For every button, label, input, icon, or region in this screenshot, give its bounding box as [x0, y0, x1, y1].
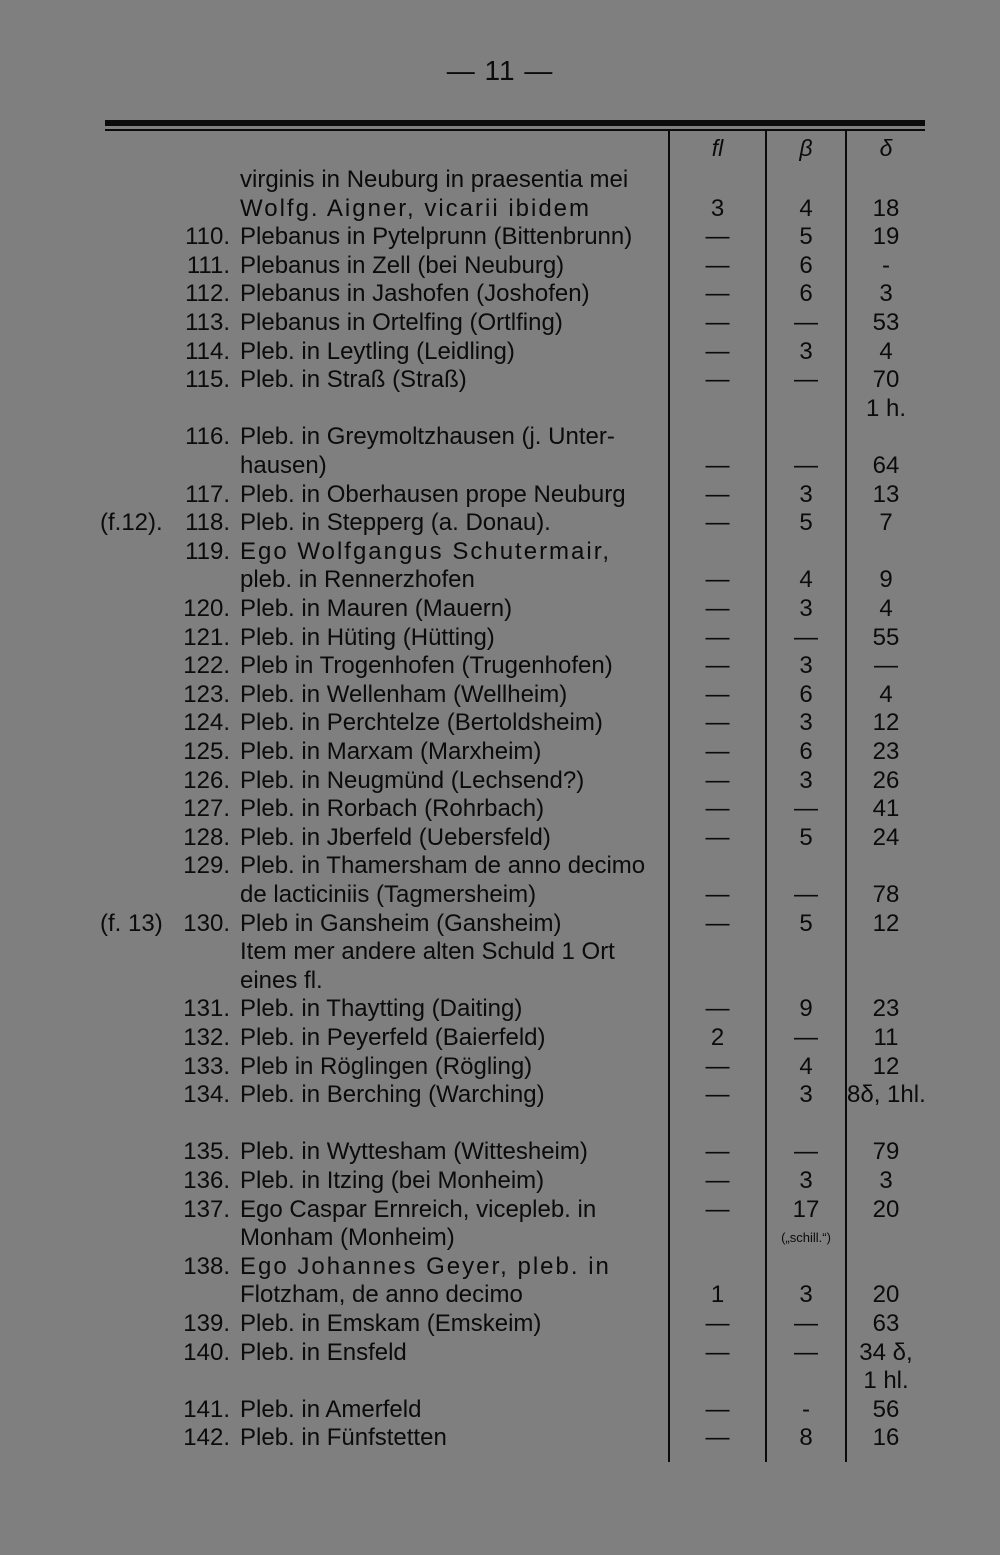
row-number: 142.	[183, 1424, 230, 1452]
value-s: 17	[792, 1195, 820, 1223]
ledger-row	[0, 565, 1000, 594]
row-number: 123.	[183, 680, 230, 708]
ledger-row	[0, 194, 1000, 223]
row-text: Item mer andere alten Schuld 1 Ort	[240, 938, 615, 966]
value-fl: —	[705, 251, 730, 279]
row-number: 111.	[186, 251, 230, 279]
row-text: Plebanus in Ortelfing (Ortlfing)	[240, 309, 563, 336]
ledger-row	[0, 708, 1000, 737]
value-fl: —	[705, 595, 730, 622]
value-s: —	[794, 1138, 818, 1166]
ledger-row	[0, 251, 1000, 280]
value-fl: —	[705, 309, 730, 336]
value-d: 12	[872, 909, 900, 937]
ledger-row	[0, 823, 1000, 852]
ledger-row	[0, 480, 1000, 509]
value-fl: —	[705, 509, 730, 537]
row-text: Pleb. in Jberfeld (Uebersfeld)	[240, 823, 551, 851]
value-d: 26	[872, 766, 900, 794]
value-fl: —	[705, 766, 730, 794]
row-number: 136.	[183, 1167, 230, 1194]
top-rule-thin	[105, 129, 925, 131]
value-d: 55	[872, 623, 900, 651]
value-s: („schill.“)	[781, 1230, 831, 1246]
row-text: Pleb. in Rorbach (Rohrbach)	[240, 795, 545, 823]
value-fl: —	[705, 1395, 730, 1423]
ledger-row	[0, 222, 1000, 251]
ledger-row	[0, 308, 1000, 337]
row-number: 120.	[183, 595, 230, 622]
value-d: 8δ, 1hl.	[847, 1081, 926, 1109]
value-d: 79	[872, 1138, 900, 1166]
row-number: 137.	[183, 1195, 230, 1223]
row-text: Pleb. in Marxam (Marxheim)	[240, 738, 542, 765]
value-s: —	[794, 366, 818, 394]
value-d: 56	[872, 1395, 900, 1423]
value-d: 20	[872, 1281, 900, 1309]
value-d: —	[874, 652, 898, 680]
row-text: Pleb. in Ensfeld	[240, 1338, 407, 1366]
row-text: Pleb. in Berching (Warching)	[240, 1081, 545, 1109]
ledger-row	[0, 451, 1000, 480]
value-fl: —	[705, 823, 730, 851]
value-d: 23	[872, 995, 900, 1023]
row-number: 122.	[183, 652, 230, 680]
ledger-row	[0, 594, 1000, 623]
row-number: 124.	[183, 709, 230, 737]
value-fl: —	[705, 452, 730, 479]
row-number: 117.	[185, 480, 230, 508]
row-number: 134.	[183, 1081, 230, 1109]
row-text: Wolfg. Aigner, vicarii ibidem	[240, 194, 592, 222]
ledger-row	[0, 851, 1000, 880]
row-text: Pleb. in Emskam (Emskeim)	[240, 1310, 542, 1337]
ledger-row	[0, 1137, 1000, 1166]
row-text: Pleb. in Wyttesham (Wittesheim)	[240, 1138, 588, 1166]
value-s: —	[794, 452, 818, 479]
row-number: 118.	[185, 509, 230, 537]
row-number: 135.	[183, 1138, 230, 1166]
value-s: —	[794, 881, 818, 908]
ledger-row	[0, 508, 1000, 537]
row-number: 133.	[183, 1052, 230, 1080]
ledger-row	[0, 1023, 1000, 1052]
value-d: 19	[872, 223, 900, 251]
column-header-fl: fl	[711, 135, 724, 161]
value-fl: —	[705, 1138, 730, 1166]
value-fl: —	[705, 366, 730, 394]
row-number: 126.	[183, 766, 230, 794]
value-d: -	[882, 251, 890, 279]
value-d: 13	[872, 480, 900, 508]
row-text: Pleb. in Greymoltzhausen (j. Unter-	[240, 423, 615, 451]
ledger-row	[0, 1166, 1000, 1195]
row-number: 114.	[185, 337, 230, 365]
ledger-row	[0, 937, 1000, 966]
row-number: 110.	[185, 223, 230, 251]
value-d: 4	[879, 680, 893, 708]
ledger-row	[0, 365, 1000, 394]
ledger-row	[0, 1338, 1000, 1367]
row-text: Ego Caspar Ernreich, vicepleb. in	[240, 1195, 597, 1223]
row-text: Plebanus in Jashofen (Joshofen)	[240, 280, 590, 308]
row-text: Pleb. in Peyerfeld (Baierfeld)	[240, 1024, 546, 1051]
ledger-row	[0, 1195, 1000, 1224]
value-s: —	[794, 795, 818, 823]
row-number: 113.	[185, 309, 230, 336]
value-s: 3	[799, 709, 813, 737]
value-d: 4	[879, 595, 893, 622]
row-number: 141.	[183, 1395, 230, 1423]
value-d: 34 δ,	[859, 1338, 913, 1366]
value-fl: 1	[710, 1281, 725, 1309]
row-text: Pleb. in Leytling (Leidling)	[240, 337, 515, 365]
value-d: 24	[872, 823, 900, 851]
ledger-row	[0, 1280, 1000, 1309]
row-text: Pleb. in Amerfeld	[240, 1395, 422, 1423]
value-fl: —	[705, 480, 730, 508]
ledger-row	[0, 794, 1000, 823]
value-fl: —	[705, 280, 730, 308]
ledger-row	[0, 966, 1000, 995]
row-text: Pleb in Gansheim (Gansheim)	[240, 909, 562, 937]
row-number: 112.	[185, 280, 230, 308]
row-text: Pleb in Trogenhofen (Trugenhofen)	[240, 652, 613, 680]
value-s: —	[794, 309, 818, 336]
row-text: Ego Wolfgangus Schutermair,	[240, 537, 612, 565]
row-number: 138.	[183, 1252, 230, 1280]
column-header-s: β	[799, 135, 813, 161]
row-text: pleb. in Rennerzhofen	[240, 566, 475, 594]
row-ref: (f. 13)	[100, 909, 163, 937]
row-text: Pleb. in Thaytting (Daiting)	[240, 995, 523, 1023]
value-s: 3	[799, 480, 813, 508]
value-fl: —	[705, 738, 730, 765]
row-text: Pleb. in Oberhausen prope Neuburg	[240, 480, 626, 508]
value-s: 3	[799, 337, 813, 365]
value-fl: —	[705, 1310, 730, 1337]
row-text: Pleb. in Thamersham de anno decimo	[240, 852, 646, 880]
value-s: 9	[799, 995, 813, 1023]
value-d: 1 h.	[865, 394, 907, 422]
row-number: 132.	[183, 1024, 230, 1051]
row-number: 139.	[183, 1310, 230, 1337]
value-fl: —	[705, 1424, 730, 1452]
ledger-row	[0, 165, 1000, 194]
ledger-row	[0, 1223, 1000, 1252]
ledger-row	[0, 1423, 1000, 1452]
value-d: 4	[879, 337, 893, 365]
value-s: 3	[799, 1167, 813, 1194]
row-text: de lacticiniis (Tagmersheim)	[240, 881, 537, 908]
value-fl: —	[705, 795, 730, 823]
value-d: 41	[872, 795, 900, 823]
value-fl: —	[705, 680, 730, 708]
value-s: 3	[799, 1281, 813, 1309]
ledger-row	[0, 1252, 1000, 1281]
value-s: 3	[799, 766, 813, 794]
value-s: 6	[799, 280, 813, 308]
value-fl: —	[705, 652, 730, 680]
value-fl: —	[705, 1081, 730, 1109]
value-fl: —	[705, 1338, 730, 1366]
row-text: Pleb. in Fünfstetten	[240, 1424, 447, 1452]
ledger-row	[0, 279, 1000, 308]
value-d: 12	[872, 709, 900, 737]
row-text: Pleb. in Itzing (bei Monheim)	[240, 1167, 545, 1194]
value-d: 12	[872, 1052, 900, 1080]
value-d: 18	[872, 194, 900, 222]
value-s: -	[802, 1395, 810, 1423]
page-number: — 11 —	[446, 55, 554, 86]
value-d: 70	[872, 366, 900, 394]
value-s: 6	[799, 680, 813, 708]
ledger-row	[0, 880, 1000, 909]
value-s: —	[794, 1338, 818, 1366]
row-number: 115.	[185, 366, 230, 394]
ledger-row	[0, 1395, 1000, 1424]
row-number: 119.	[185, 537, 230, 565]
value-fl: —	[705, 1195, 730, 1223]
row-text: Plebanus in Zell (bei Neuburg)	[240, 251, 565, 279]
row-text: Monham (Monheim)	[240, 1224, 455, 1252]
row-number: 125.	[183, 738, 230, 765]
ledger-row	[0, 422, 1000, 451]
row-number: 128.	[183, 823, 230, 851]
value-d: 20	[872, 1195, 900, 1223]
ledger-row	[0, 651, 1000, 680]
ledger-row	[0, 537, 1000, 566]
value-s: 5	[799, 909, 813, 937]
value-d: 1 hl.	[863, 1367, 909, 1395]
value-fl: —	[705, 223, 730, 251]
row-text: Pleb. in Mauren (Mauern)	[240, 595, 513, 622]
value-s: 3	[799, 652, 813, 680]
value-s: 5	[799, 223, 813, 251]
ledger-row	[0, 623, 1000, 652]
value-fl: —	[705, 566, 730, 594]
row-text: Ego Johannes Geyer, pleb. in	[240, 1252, 611, 1280]
value-d: 7	[879, 509, 893, 537]
row-text: Pleb. in Neugmünd (Lechsend?)	[240, 766, 585, 794]
value-fl: —	[705, 623, 730, 651]
row-ref: (f.12).	[100, 509, 163, 537]
value-fl: 3	[710, 194, 725, 222]
value-d: 9	[879, 566, 893, 594]
value-s: 5	[799, 509, 813, 537]
row-text: Pleb. in Stepperg (a. Donau).	[240, 509, 551, 537]
row-number: 116.	[185, 423, 230, 451]
ledger-row	[0, 394, 1000, 423]
row-text: Flotzham, de anno decimo	[240, 1281, 523, 1309]
row-text: hausen)	[240, 452, 327, 479]
value-d: 3	[879, 280, 893, 308]
value-d: 78	[872, 881, 900, 908]
ledger-row	[0, 1080, 1000, 1109]
row-number: 131.	[183, 995, 230, 1023]
row-number: 121.	[183, 623, 230, 651]
value-fl: —	[705, 709, 730, 737]
row-text: Plebanus in Pytelprunn (Bittenbrunn)	[240, 223, 633, 251]
row-text: Pleb. in Perchtelze (Bertoldsheim)	[240, 709, 603, 737]
value-d: 64	[872, 452, 900, 479]
row-text: Pleb. in Hüting (Hütting)	[240, 623, 495, 651]
ledger-row	[0, 1109, 1000, 1138]
value-d: 53	[872, 309, 900, 336]
row-text: Pleb. in Straß (Straß)	[240, 366, 467, 394]
ledger-row	[0, 337, 1000, 366]
row-number: 140.	[183, 1338, 230, 1366]
ledger-row	[0, 766, 1000, 795]
value-d: 11	[873, 1024, 899, 1051]
value-fl: —	[705, 909, 730, 937]
value-s: 6	[799, 251, 813, 279]
column-header-d: δ	[879, 135, 893, 161]
row-number: 130.	[183, 909, 230, 937]
value-s: 6	[799, 738, 813, 765]
value-s: —	[794, 623, 818, 651]
value-d: 3	[879, 1167, 893, 1194]
ledger-row	[0, 680, 1000, 709]
ledger-row	[0, 1052, 1000, 1081]
value-s: 8	[799, 1424, 813, 1452]
value-s: 4	[799, 1052, 813, 1080]
ledger-row	[0, 1366, 1000, 1395]
value-s: 4	[799, 566, 813, 594]
value-d: 63	[872, 1310, 900, 1337]
value-s: —	[794, 1024, 818, 1051]
ledger-row	[0, 737, 1000, 766]
value-fl: —	[705, 1052, 730, 1080]
value-fl: —	[705, 881, 730, 908]
value-d: 16	[872, 1424, 900, 1452]
row-text: virginis in Neuburg in praesentia mei	[240, 166, 629, 193]
row-number: 129.	[183, 852, 230, 880]
value-s: 3	[799, 1081, 813, 1109]
value-fl: —	[705, 1167, 730, 1194]
value-s: 3	[799, 595, 813, 622]
row-number: 127.	[183, 795, 230, 823]
value-fl: —	[705, 337, 730, 365]
ledger-row	[0, 994, 1000, 1023]
value-fl: —	[705, 995, 730, 1023]
value-d: 23	[872, 738, 900, 765]
ledger-row	[0, 909, 1000, 938]
row-text: Pleb in Röglingen (Rögling)	[240, 1052, 533, 1080]
row-text: eines fl.	[240, 966, 323, 994]
value-s: —	[794, 1310, 818, 1337]
ledger-row	[0, 1309, 1000, 1338]
row-text: Pleb. in Wellenham (Wellheim)	[240, 680, 568, 708]
value-s: 4	[799, 194, 813, 222]
top-rule-thick	[105, 120, 925, 126]
value-fl: 2	[710, 1024, 725, 1051]
value-s: 5	[799, 823, 813, 851]
